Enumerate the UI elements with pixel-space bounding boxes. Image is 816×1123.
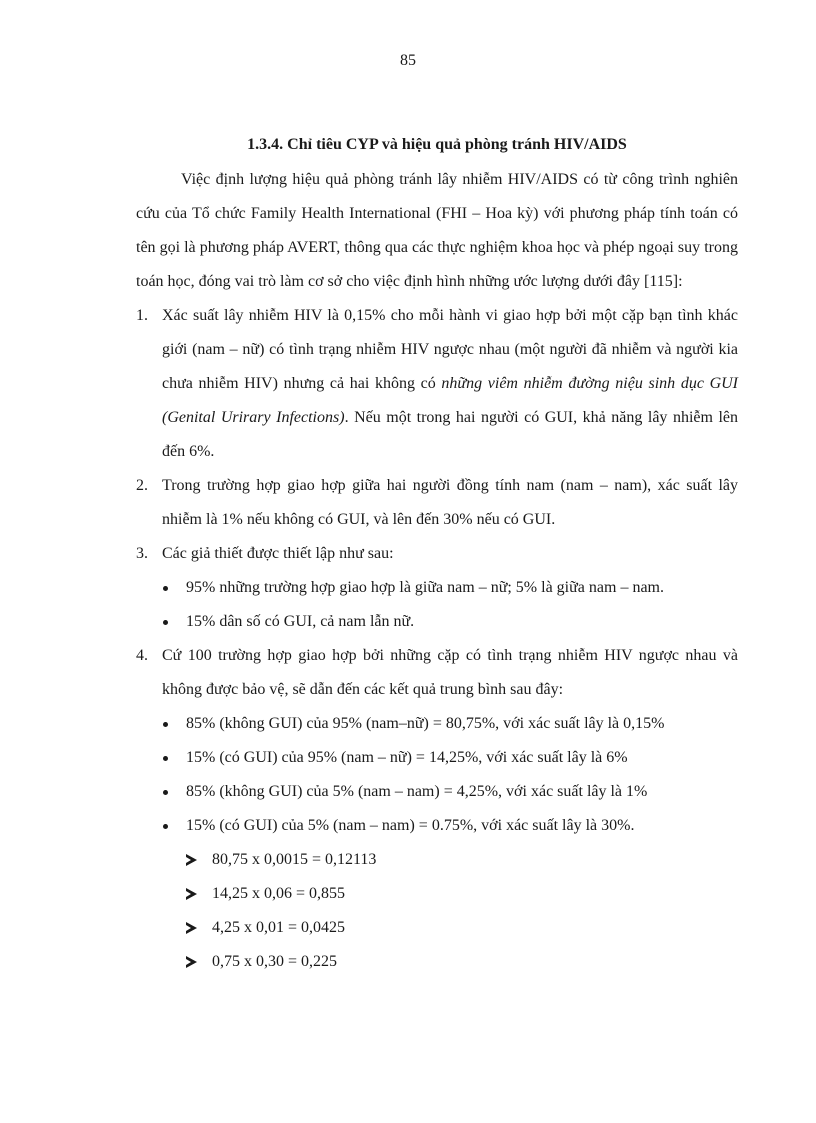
bullet-icon (163, 790, 168, 795)
bullet-icon (163, 586, 168, 591)
bullet-text: 85% (không GUI) của 5% (nam – nam) = 4,25%, với xác suất lây là 1% (186, 783, 648, 800)
bullet-item (162, 809, 738, 843)
list-text-italic: những viêm nhiễm đường niệu sinh dục GUI (Genital Urirary Infections) (162, 375, 739, 426)
list-text: Trong trường hợp giao hợp giữa hai người đồng tính nam (nam – nam), xác suất lây nhiễm là 1% nếu không có GUI, và lên đến 30% nếu có GUI. (162, 477, 738, 528)
bullet-item (162, 707, 738, 741)
bullet-icon (163, 722, 168, 727)
list-number: 1. (136, 307, 148, 324)
bullet-item (162, 571, 738, 605)
list-item-1 (136, 299, 738, 469)
bullet-icon (163, 756, 168, 761)
calculation-item (186, 877, 738, 911)
bullet-item (162, 605, 738, 639)
bullet-text: 85% (không GUI) của 95% (nam–nữ) = 80,75%, với xác suất lây là 0,15% (186, 715, 665, 732)
list-item-2 (136, 469, 738, 537)
list-item-3 (136, 537, 738, 639)
list-text: . Nếu một trong hai người có GUI, khả năng lây nhiễm lên đến 6%. (162, 409, 738, 460)
bullet-item (162, 775, 738, 809)
list-text: Xác suất lây nhiễm HIV là 0,15% cho mỗi hành vi giao hợp bởi một cặp bạn tình khác giới (nam – nữ) có tình trạng nhiễm HIV ngược nhau (một người đã nhiễm và người kia chưa nhiễm HIV) nhưng cả hai không có (162, 307, 738, 392)
list-number: 3. (136, 545, 148, 562)
calculation-item (186, 911, 738, 945)
bullet-text: 15% dân số có GUI, cả nam lẫn nữ. (186, 613, 415, 630)
numbered-list (136, 299, 738, 979)
bullet-icon (163, 620, 168, 625)
section-heading: 1.3.4. Chỉ tiêu CYP và hiệu quả phòng tránh HIV/AIDS (247, 136, 627, 153)
calculation-text: 80,75 x 0,0015 = 0,12113 (212, 851, 377, 868)
bullet-list (162, 571, 738, 639)
page-number: 85 (400, 52, 416, 69)
bullet-text: 95% những trường hợp giao hợp là giữa nam – nữ; 5% là giữa nam – nam. (186, 579, 664, 596)
arrow-bullet-icon (186, 922, 197, 934)
list-text: Cứ 100 trường hợp giao hợp bởi những cặp có tình trạng nhiễm HIV ngược nhau và không được bảo vệ, sẽ dẫn đến các kết quả trung bình sau đây: (162, 647, 738, 698)
list-number: 4. (136, 647, 148, 664)
calculation-item (186, 945, 738, 979)
calculation-text: 0,75 x 0,30 = 0,225 (212, 953, 338, 970)
bullet-icon (163, 824, 168, 829)
calculation-item (186, 843, 738, 877)
bullet-item (162, 741, 738, 775)
list-number: 2. (136, 477, 148, 494)
bullet-list (162, 707, 738, 843)
arrow-bullet-icon (186, 854, 197, 866)
bullet-text: 15% (có GUI) của 5% (nam – nam) = 0.75%, với xác suất lây là 30%. (186, 817, 635, 834)
calculation-text: 14,25 x 0,06 = 0,855 (212, 885, 346, 902)
calculation-list (162, 843, 738, 979)
arrow-bullet-icon (186, 956, 197, 968)
intro-paragraph: Việc định lượng hiệu quả phòng tránh lây nhiễm HIV/AIDS có từ công trình nghiên cứu của Tổ chức Family Health International (FHI – Hoa kỳ) với phương pháp tính toán có tên gọi là phương pháp AVERT, thông qua các thực nghiệm khoa học và phép ngoại suy trong toán học, đóng vai trò làm cơ sở cho việc định hình những ước lượng dưới đây [115]: (136, 171, 738, 290)
arrow-bullet-icon (186, 888, 197, 900)
calculation-text: 4,25 x 0,01 = 0,0425 (212, 919, 346, 936)
bullet-text: 15% (có GUI) của 95% (nam – nữ) = 14,25%, với xác suất lây là 6% (186, 749, 628, 766)
page-content (136, 128, 738, 979)
list-item-4 (136, 639, 738, 979)
list-text: Các giả thiết được thiết lập như sau: (162, 545, 394, 562)
